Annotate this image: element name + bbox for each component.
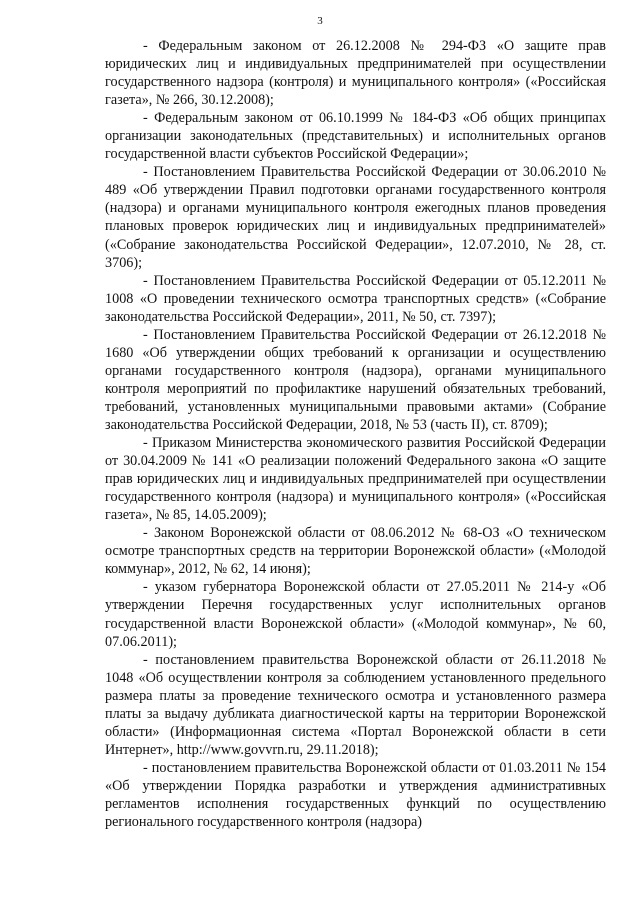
paragraph-resolution-154: - постановлением правительства Воронежской области от 01.03.2011 № 154 «Об утверждении Порядка разработки и утверждения административных регламентов исполнения государственных функций по осуществлению регионального государственного контроля (надзора) (105, 759, 606, 831)
paragraph-pp-489: - Постановлением Правительства Российской Федерации от 30.06.2010 № 489 «Об утверждении Правил подготовки органами государственного контроля (надзора) и органами муниципального контроля ежегодных планов проведения плановых проверок юридических лиц и индивидуальных предпринимателей» («Собрание законодательства Российской Федерации», 12.07.2010, № 28, ст. 3706); (105, 164, 606, 271)
paragraph-pp-1008: - Постановлением Правительства Российской Федерации от 05.12.2011 № 1008 «О проведении технического осмотра транспортных средств» («Собрание законодательства Российской Федерации», 2011, № 50, ст. 7397); (105, 272, 606, 325)
paragraph-law-68-oz: - Законом Воронежской области от 08.06.2012 № 68-ОЗ «О техническом осмотре транспортных средств на территории Воронежской области» («Молодой коммунар», 2012, № 62, 14 июня); (105, 525, 606, 578)
paragraph-decree-214-u: - указом губернатора Воронежской области от 27.05.2011 № 214-у «Об утверждении Перечня государственных услуг исполнительных органов государственной власти Воронежской области» («Молодой коммунар», № 60, 07.06.2011); (105, 579, 606, 650)
page-number: 3 (317, 15, 323, 27)
document-body (105, 37, 606, 831)
paragraph-pp-1680: - Постановлением Правительства Российской Федерации от 26.12.2018 № 1680 «Об утверждении общих требований к организации и осуществлению органами государственного контроля (надзора), органами муниципального контроля мероприятий по профилактике нарушений обязательных требований, требований, установленных муниципальными правовыми актами» (Собрание законодательства Российской Федерации, 2018, № 53 (часть II), ст. 8709); (105, 326, 606, 433)
paragraph-order-141: - Приказом Министерства экономического развития Российской Федерации от 30.04.2009 № 141 «О реализации положений Федерального закона «О защите прав юридических лиц и индивидуальных предпринимателей при осуществлении государственного контроля (надзора) и муниципального контроля» («Российская газета», № 85, 14.05.2009); (105, 435, 606, 524)
paragraph-resolution-1048: - постановлением правительства Воронежской области от 26.11.2018 № 1048 «Об осуществлении контроля за соблюдением установленного предельного размера платы за проведение технического осмотра и установленного размера платы за выдачу дубликата диагностической карты на территории Воронежской области» (Информационная система «Портал Воронежской области в сети Интернет», http://www.govvrn.ru, 29.11.2018); (105, 651, 606, 758)
paragraph-fz-294: - Федеральным законом от 26.12.2008 № 294-ФЗ «О защите прав юридических лиц и индивидуальных предпринимателей при осуществлении государственного надзора (контроля) и муниципального контроля» («Российская газета», № 266, 30.12.2008); (105, 38, 606, 109)
paragraph-fz-184: - Федеральным законом от 06.10.1999 № 184-ФЗ «Об общих принципах организации законодательных (представительных) и исполнительных органов государственной власти субъектов Российской Федерации»; (105, 110, 606, 163)
